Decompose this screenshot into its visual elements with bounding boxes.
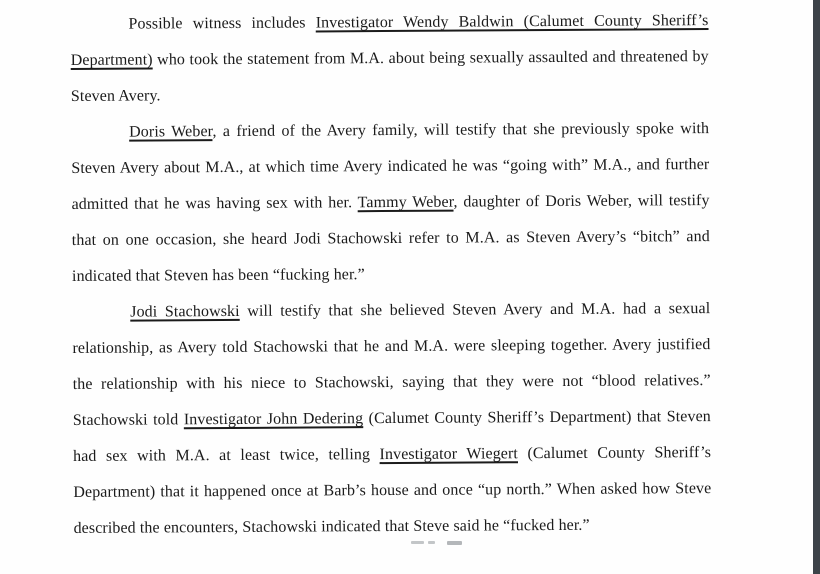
text-segment: (Calumet County Sheriff’s (517, 444, 712, 463)
scan-edge-bar (813, 0, 820, 574)
text-line (72, 291, 710, 331)
text-line (72, 219, 710, 259)
underlined-name-jodi-stachowski: Jodi Stachowski (130, 302, 240, 321)
text-line (71, 111, 709, 151)
underlined-name-tammy-weber: Tammy Weber (357, 193, 454, 212)
text-segment: (Calumet County Sheriff’s Department) that Steven (363, 408, 711, 428)
text-line (71, 147, 709, 187)
text-line (73, 399, 711, 439)
text-segment: that on one occasion, she heard Jodi Stachowski refer to M.A. as Steven Avery’s “bitch” and (71, 228, 710, 249)
underlined-name-doris-weber: Doris Weber (129, 123, 213, 141)
scan-noise-artifact (411, 541, 462, 546)
underlined-name-john-dedering: Investigator John Dedering (183, 410, 364, 429)
text-line (71, 39, 709, 79)
text-segment: Steven Avery about M.A., at which time Avery indicated he was “going with” M.A., and further (71, 156, 710, 177)
text-segment: Steven Avery. (70, 87, 161, 105)
paragraph-witness-baldwin (70, 3, 709, 115)
text-line (71, 183, 709, 223)
underlined-name-department: Department) (70, 51, 153, 69)
text-segment: who took the statement from M.A. about being sexually assaulted and threatened by (152, 48, 709, 69)
text-segment: Possible witness includes (128, 14, 316, 33)
text-line (71, 75, 709, 115)
text-line (73, 471, 711, 511)
text-segment: indicated that Steven has been “fucking her.” (71, 266, 365, 285)
text-segment: described the encounters, Stachowski indicated that Steve said he “fucked her.” (73, 516, 590, 537)
text-segment: Department) that it happened once at Barb’s house and once “up north.” When asked how Steve (73, 480, 712, 501)
text-line (72, 327, 710, 367)
paragraph-jodi-stachowski (72, 291, 712, 547)
text-segment: had sex with M.A. at least twice, telling (73, 446, 380, 465)
text-line (70, 3, 708, 43)
text-segment: admitted that he was having sex with her. (71, 194, 358, 213)
text-line (73, 507, 711, 547)
text-line (73, 435, 711, 475)
legal-text-block (70, 3, 711, 547)
text-segment: relationship, as Avery told Stachowski that he and M.A. were sleeping together. Avery justified (72, 336, 711, 357)
paragraph-doris-tammy-weber (71, 111, 710, 295)
text-segment: , daughter of Doris Weber, will testify (453, 192, 710, 211)
text-segment: Stachowski told (72, 411, 184, 429)
text-segment: will testify that she believed Steven Avery and M.A. had a sexual (239, 300, 711, 320)
text-line (72, 255, 710, 295)
underlined-name-wendy-baldwin: Investigator Wendy Baldwin (Calumet County Sheriff’s (315, 12, 709, 32)
text-segment: the relationship with his niece to Stachowski, saying that they were not “blood relatives.” (72, 372, 711, 393)
text-segment: , a friend of the Avery family, will testify that she previously spoke with (212, 120, 710, 141)
underlined-name-wiegert: Investigator Wiegert (379, 445, 519, 464)
text-line (73, 363, 711, 403)
